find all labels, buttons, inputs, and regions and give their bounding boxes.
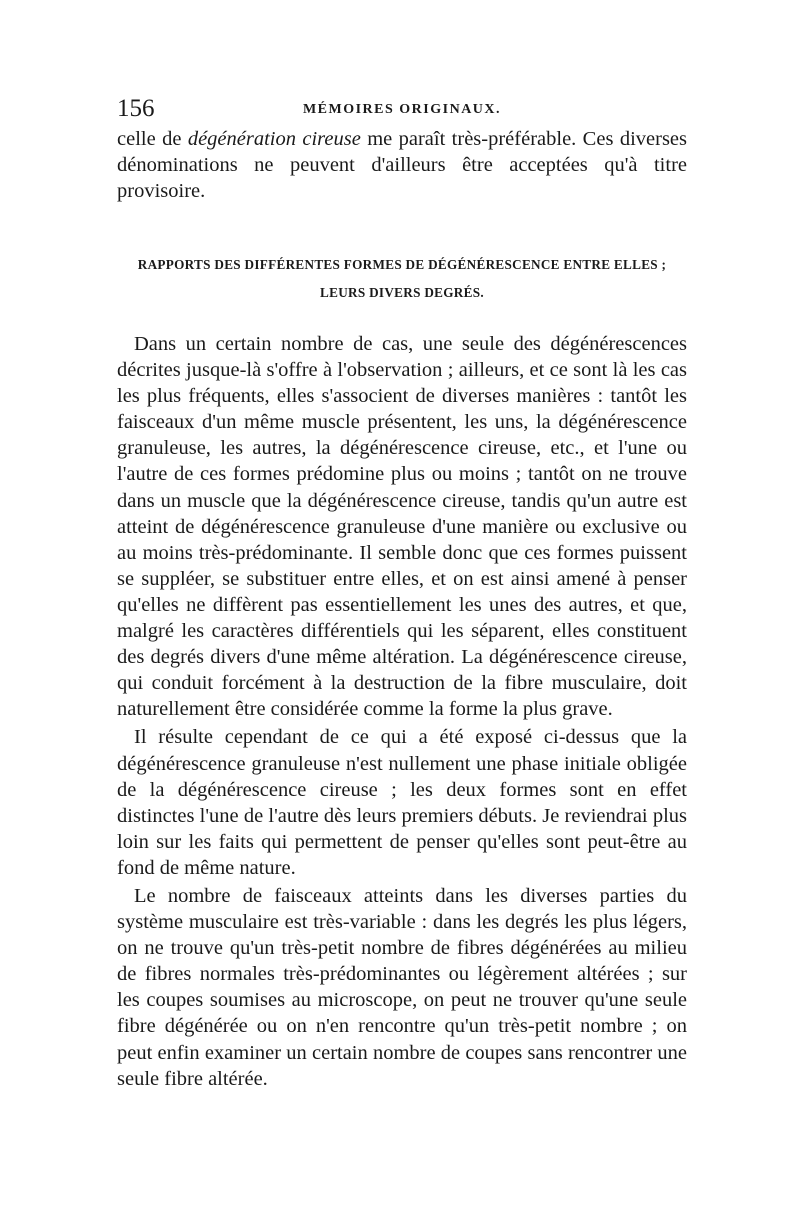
section-heading-line-1: RAPPORTS DES DIFFÉRENTES FORMES DE DÉGÉNÉRESCENCE ENTRE ELLES ; xyxy=(137,257,667,272)
running-title: MÉMOIRES ORIGINAUX. xyxy=(302,102,502,117)
intro-italic-term: dégénération cireuse xyxy=(187,128,361,150)
body-text xyxy=(117,331,687,1094)
page-number: 156 xyxy=(117,95,155,122)
intro-text xyxy=(117,126,687,204)
paragraph: Il résulte cependant de ce qui a été exposé ci-dessus que la dégénérescence granuleuse n'est nullement une phase initiale obligée de la dégénérescence cireuse ; les deux formes sont en effet distinctes l'une de l'autre dès leurs premiers débuts. Je reviendrai plus loin sur les faits qui permettent de penser qu'elles sont peut-être au fond de même nature. xyxy=(117,726,687,879)
page-header xyxy=(117,94,687,124)
intro-paragraph xyxy=(117,126,687,204)
intro-text-end: me paraît très-préférable. Ces diverses dénominations ne peuvent d'ailleurs être acceptées qu'à titre provisoire. xyxy=(117,128,687,203)
section-heading-line-2: LEURS DIVERS DEGRÉS. xyxy=(320,285,484,300)
intro-text-start: celle de xyxy=(117,128,188,150)
section-heading xyxy=(117,251,687,307)
paragraph: Dans un certain nombre de cas, une seule des dégénérescences décrites jusque-là s'offre à l'observation ; ailleurs, et ce sont là les cas les plus fréquents, elles s'associent de diverses manières : tantôt les faisceaux d'un même muscle présentent, les uns, la dégénérescence granuleuse, les autres, la dégénérescence cireuse, etc., et l'une ou l'autre de ces formes prédomine plus ou moins ; tantôt on ne trouve dans un muscle que la dégénérescence cireuse, tandis qu'un autre est atteint de dégénérescence granuleuse d'une manière ou exclusive ou au moins très-prédominante. Il semble donc que ces formes puissent se suppléer, se substituer entre elles, et on est ainsi amené à penser qu'elles ne diffèrent pas essentiellement les unes des autres, et que, malgré les caractères différentiels qui les séparent, elles constituent des degrés divers d'une même altération. La dégénérescence cireuse, qui conduit forcément à la destruction de la fibre musculaire, doit naturellement être considérée comme la forme la plus grave. xyxy=(117,333,687,721)
paragraph: Le nombre de faisceaux atteints dans les diverses parties du système musculaire est très-variable : dans les degrés les plus légers, on ne trouve qu'un très-petit nombre de fibres dégénérées au milieu de fibres normales très-prédominantes ou légèrement altérées ; sur les coupes soumises au microscope, on peut ne trouver qu'une seule fibre dégénérée ou on n'en rencontre qu'un très-petit nombre ; on peut enfin examiner un certain nombre de coupes sans rencontrer une seule fibre altérée. xyxy=(117,884,687,1090)
